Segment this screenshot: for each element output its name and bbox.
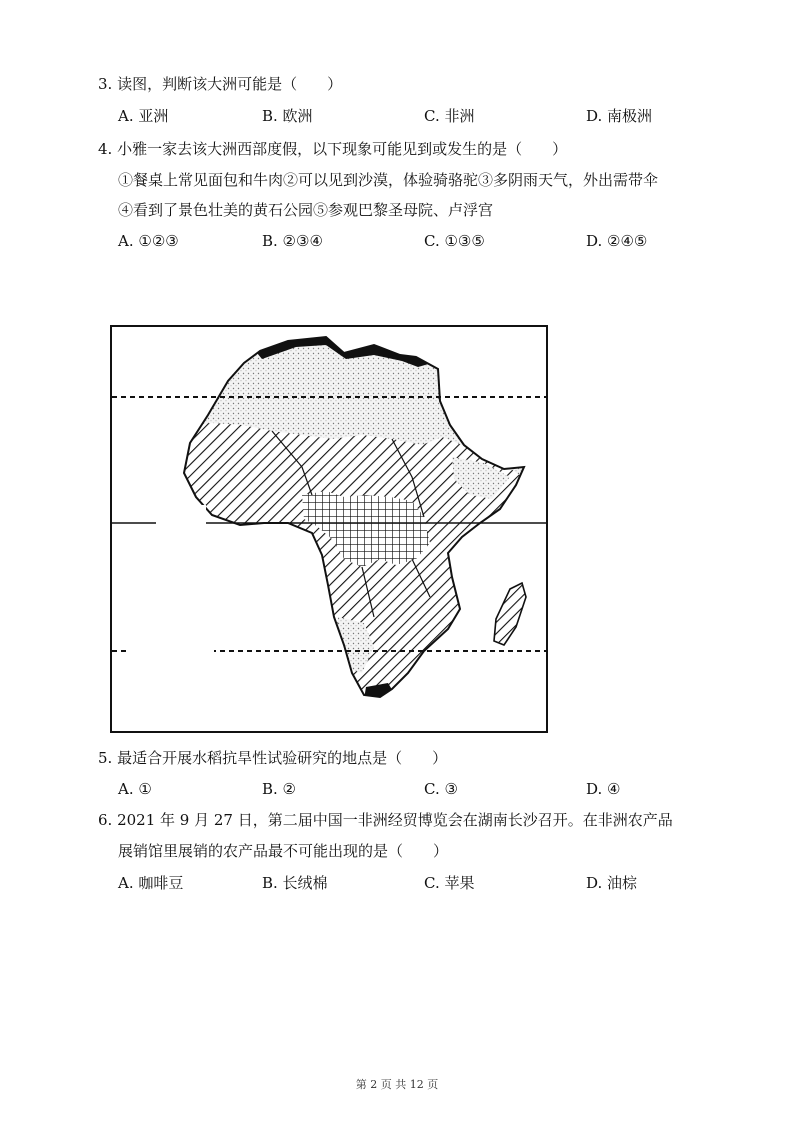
africa-climate-map <box>110 325 548 733</box>
q6-stem-line1: 6. 2021 年 9 月 27 日，第二届中国一非洲经贸博览会在湖南长沙召开。在非洲农产品 <box>98 811 673 829</box>
q3-option-d: D. 南极洲 <box>586 107 653 125</box>
q5-option-d: D. ④ <box>586 780 621 798</box>
q4-option-c: C. ①③⑤ <box>424 232 485 250</box>
africa-map-svg <box>112 327 546 731</box>
q4-statements-line1: ①餐桌上常见面包和牛肉②可以见到沙漠，体验骑骆驼③多阴雨天气，外出需带伞 <box>118 171 659 189</box>
q5-option-a: A. ① <box>118 780 152 798</box>
q6-option-a: A. 咖啡豆 <box>118 874 184 892</box>
q6-option-b: B. 长绒棉 <box>262 874 328 892</box>
q3-stem: 3. 读图，判断该大洲可能是（ ） <box>98 75 343 93</box>
q6-stem-line2: 展销馆里展销的农产品最不可能出现的是（ ） <box>118 842 449 860</box>
madagascar <box>494 583 526 645</box>
q5-stem: 5. 最适合开展水稻抗旱性试验研究的地点是（ ） <box>98 749 448 767</box>
q5-option-b: B. ② <box>262 780 297 798</box>
q4-stem: 4. 小雅一家去该大洲西部度假，以下现象可能见到或发生的是（ ） <box>98 140 568 158</box>
q6-option-c: C. 苹果 <box>424 874 475 892</box>
q4-option-b: B. ②③④ <box>262 232 323 250</box>
q4-option-a: A. ①②③ <box>118 232 179 250</box>
q5-option-c: C. ③ <box>424 780 458 798</box>
q6-option-d: D. 油棕 <box>586 874 638 892</box>
q4-statements-line2: ④看到了景色壮美的黄石公园⑤参观巴黎圣母院、卢浮宫 <box>118 201 494 219</box>
q3-option-b: B. 欧洲 <box>262 107 313 125</box>
page-footer: 第 2 页 共 12 页 <box>355 1078 439 1091</box>
q4-option-d: D. ②④⑤ <box>586 232 648 250</box>
q3-option-c: C. 非洲 <box>424 107 475 125</box>
q3-option-a: A. 亚洲 <box>118 107 169 125</box>
